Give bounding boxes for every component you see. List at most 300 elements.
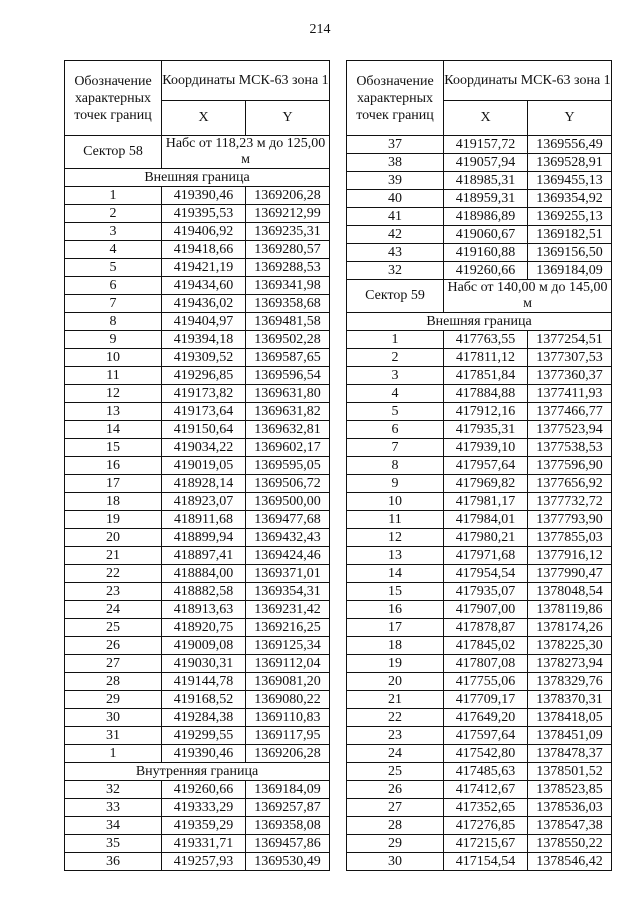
point-number: 1: [65, 745, 162, 763]
point-number: 8: [347, 457, 444, 475]
point-number: 25: [65, 619, 162, 637]
x-coordinate: 417215,67: [444, 835, 528, 853]
x-coordinate: 417845,02: [444, 637, 528, 655]
boundary-row: [347, 313, 612, 331]
table-row: [347, 817, 612, 835]
x-coordinate: 418985,31: [444, 172, 528, 190]
table-row: [347, 763, 612, 781]
table-row: [347, 637, 612, 655]
point-number: 24: [347, 745, 444, 763]
x-coordinate: 419060,67: [444, 226, 528, 244]
y-coordinate: 1369125,34: [246, 637, 330, 655]
x-coordinate: 419395,53: [162, 205, 246, 223]
y-coordinate: 1377254,51: [528, 331, 612, 349]
table-row: [65, 565, 330, 583]
x-coordinate: 419404,97: [162, 313, 246, 331]
table-row: [65, 637, 330, 655]
table-row: [347, 529, 612, 547]
point-number: 23: [65, 583, 162, 601]
table-row: [347, 439, 612, 457]
point-number: 29: [347, 835, 444, 853]
designation-header: Обозначение характерных точек границ: [65, 61, 162, 136]
point-number: 10: [65, 349, 162, 367]
point-number: 17: [65, 475, 162, 493]
y-coordinate: 1377793,90: [528, 511, 612, 529]
point-number: 7: [65, 295, 162, 313]
table-row: [65, 673, 330, 691]
y-coordinate: 1369481,58: [246, 313, 330, 331]
x-coordinate: 417811,12: [444, 349, 528, 367]
y-coordinate: 1378451,09: [528, 727, 612, 745]
x-coordinate: 418911,68: [162, 511, 246, 529]
y-coordinate: 1369631,80: [246, 385, 330, 403]
point-number: 20: [65, 529, 162, 547]
y-coordinate: 1377538,53: [528, 439, 612, 457]
x-coordinate: 417878,87: [444, 619, 528, 637]
y-coordinate: 1378418,05: [528, 709, 612, 727]
point-number: 1: [347, 331, 444, 349]
point-number: 41: [347, 208, 444, 226]
point-number: 17: [347, 619, 444, 637]
x-coordinate: 419299,55: [162, 727, 246, 745]
table-row: [65, 259, 330, 277]
x-coordinate: 417755,06: [444, 673, 528, 691]
point-number: 42: [347, 226, 444, 244]
point-number: 27: [347, 799, 444, 817]
point-number: 1: [65, 187, 162, 205]
point-number: 20: [347, 673, 444, 691]
y-coordinate: 1378273,94: [528, 655, 612, 673]
table-row: [347, 262, 612, 280]
point-number: 28: [347, 817, 444, 835]
table-row: [65, 853, 330, 871]
y-coordinate: 1377656,92: [528, 475, 612, 493]
table-row: [65, 709, 330, 727]
sector-row: [347, 280, 612, 313]
y-coordinate: 1369358,68: [246, 295, 330, 313]
point-number: 33: [65, 799, 162, 817]
y-coordinate: 1378048,54: [528, 583, 612, 601]
y-coordinate: 1378370,31: [528, 691, 612, 709]
y-coordinate: 1378225,30: [528, 637, 612, 655]
table-row: [65, 475, 330, 493]
y-coordinate: 1369184,09: [246, 781, 330, 799]
point-number: 5: [65, 259, 162, 277]
x-coordinate: 419160,88: [444, 244, 528, 262]
x-coordinate: 417935,07: [444, 583, 528, 601]
table-row: [347, 727, 612, 745]
point-number: 4: [347, 385, 444, 403]
x-coordinate: 417957,64: [444, 457, 528, 475]
point-number: 19: [347, 655, 444, 673]
x-coordinate: 419173,64: [162, 403, 246, 421]
x-coordinate: 418899,94: [162, 529, 246, 547]
table-row: [65, 349, 330, 367]
x-coordinate: 417954,54: [444, 565, 528, 583]
x-coordinate: 419034,22: [162, 439, 246, 457]
coords-header: Координаты МСК-63 зона 1: [444, 61, 612, 101]
y-coordinate: 1377523,94: [528, 421, 612, 439]
x-coordinate: 419168,52: [162, 691, 246, 709]
point-number: 6: [347, 421, 444, 439]
y-coordinate: 1369081,20: [246, 673, 330, 691]
table-row: [347, 136, 612, 154]
boundary-row: [65, 763, 330, 781]
x-coordinate: 419394,18: [162, 331, 246, 349]
point-number: 2: [65, 205, 162, 223]
y-coordinate: 1378501,52: [528, 763, 612, 781]
table-row: [65, 727, 330, 745]
y-coordinate: 1369231,42: [246, 601, 330, 619]
table-row: [65, 241, 330, 259]
point-number: 32: [347, 262, 444, 280]
y-coordinate: 1369216,25: [246, 619, 330, 637]
y-coordinate: 1369182,51: [528, 226, 612, 244]
table-row: [65, 745, 330, 763]
table-row: [65, 781, 330, 799]
sector-row: [65, 136, 330, 169]
x-coordinate: 417542,80: [444, 745, 528, 763]
x-coordinate: 417981,17: [444, 493, 528, 511]
point-number: 22: [347, 709, 444, 727]
table-row: [65, 385, 330, 403]
x-coordinate: 417971,68: [444, 547, 528, 565]
table-row: [347, 799, 612, 817]
y-coordinate: 1378174,26: [528, 619, 612, 637]
table-row: [65, 529, 330, 547]
x-coordinate: 417807,08: [444, 655, 528, 673]
table-row: [65, 277, 330, 295]
sector-label: Сектор 58: [65, 136, 162, 169]
point-number: 7: [347, 439, 444, 457]
y-coordinate: 1378547,38: [528, 817, 612, 835]
y-coordinate: 1369506,72: [246, 475, 330, 493]
point-number: 12: [347, 529, 444, 547]
x-coordinate: 419009,08: [162, 637, 246, 655]
x-coordinate: 417851,84: [444, 367, 528, 385]
point-number: 34: [65, 817, 162, 835]
table-row: [65, 403, 330, 421]
page-number: 214: [309, 22, 331, 37]
point-number: 14: [347, 565, 444, 583]
table-body-right: [347, 61, 612, 871]
table-row: [65, 583, 330, 601]
x-coordinate: 419436,02: [162, 295, 246, 313]
x-coordinate: 419390,46: [162, 745, 246, 763]
y-coordinate: 1369354,31: [246, 583, 330, 601]
table-row: [65, 799, 330, 817]
x-coordinate: 417939,10: [444, 439, 528, 457]
x-coordinate: 419150,64: [162, 421, 246, 439]
y-coordinate: 1369587,65: [246, 349, 330, 367]
y-coordinate: 1369500,00: [246, 493, 330, 511]
point-number: 13: [347, 547, 444, 565]
point-number: 23: [347, 727, 444, 745]
y-coordinate: 1369528,91: [528, 154, 612, 172]
table-row: [65, 187, 330, 205]
table-row: [347, 601, 612, 619]
y-coordinate: 1369257,87: [246, 799, 330, 817]
boundary-label: Внутренняя граница: [65, 763, 330, 781]
y-coordinate: 1377916,12: [528, 547, 612, 565]
table-row: [347, 619, 612, 637]
table-row: [65, 421, 330, 439]
x-coordinate: 419390,46: [162, 187, 246, 205]
table-row: [65, 817, 330, 835]
x-coordinate: 417649,20: [444, 709, 528, 727]
point-number: 18: [65, 493, 162, 511]
table-row: [347, 673, 612, 691]
table-row: [347, 493, 612, 511]
boundary-row: [65, 169, 330, 187]
x-coordinate: 417984,01: [444, 511, 528, 529]
table-row: [65, 601, 330, 619]
table-row: [347, 781, 612, 799]
y-coordinate: 1369288,53: [246, 259, 330, 277]
table-row: [347, 655, 612, 673]
table-row: [347, 349, 612, 367]
y-coordinate: 1369595,05: [246, 457, 330, 475]
x-coordinate: 418882,58: [162, 583, 246, 601]
table-row: [347, 709, 612, 727]
table-row: [347, 190, 612, 208]
point-number: 28: [65, 673, 162, 691]
y-coordinate: 1378478,37: [528, 745, 612, 763]
x-coordinate: 419309,52: [162, 349, 246, 367]
point-number: 29: [65, 691, 162, 709]
table-row: [347, 835, 612, 853]
x-coordinate: 418986,89: [444, 208, 528, 226]
point-number: 26: [65, 637, 162, 655]
point-number: 43: [347, 244, 444, 262]
x-coordinate: 419333,29: [162, 799, 246, 817]
y-coordinate: 1369502,28: [246, 331, 330, 349]
point-number: 22: [65, 565, 162, 583]
point-number: 11: [65, 367, 162, 385]
x-coordinate: 419019,05: [162, 457, 246, 475]
table-row: [65, 655, 330, 673]
x-coordinate: 417912,16: [444, 403, 528, 421]
point-number: 21: [347, 691, 444, 709]
x-coordinate: 419030,31: [162, 655, 246, 673]
table-row: [65, 511, 330, 529]
point-number: 19: [65, 511, 162, 529]
y-coordinate: 1369424,46: [246, 547, 330, 565]
x-coordinate: 417884,88: [444, 385, 528, 403]
y-coordinate: 1369530,49: [246, 853, 330, 871]
coordinates-table-right: [346, 60, 612, 871]
point-number: 3: [65, 223, 162, 241]
x-coordinate: 417276,85: [444, 817, 528, 835]
y-coordinate: 1369341,98: [246, 277, 330, 295]
y-coordinate: 1378536,03: [528, 799, 612, 817]
table-row: [347, 583, 612, 601]
table-row: [65, 457, 330, 475]
point-number: 30: [347, 853, 444, 871]
table-body-left: [65, 61, 330, 871]
table-row: [347, 475, 612, 493]
x-coordinate: 417907,00: [444, 601, 528, 619]
x-coordinate: 417980,21: [444, 529, 528, 547]
x-coordinate: 419257,93: [162, 853, 246, 871]
y-coordinate: 1369631,82: [246, 403, 330, 421]
x-header: X: [162, 101, 246, 136]
y-coordinate: 1378523,85: [528, 781, 612, 799]
x-coordinate: 419421,19: [162, 259, 246, 277]
x-coordinate: 417154,54: [444, 853, 528, 871]
table-row: [347, 853, 612, 871]
point-number: 9: [65, 331, 162, 349]
x-coordinate: 419434,60: [162, 277, 246, 295]
y-coordinate: 1369632,81: [246, 421, 330, 439]
x-coordinate: 419296,85: [162, 367, 246, 385]
y-coordinate: 1369477,68: [246, 511, 330, 529]
x-coordinate: 419144,78: [162, 673, 246, 691]
point-number: 11: [347, 511, 444, 529]
table-row: [347, 745, 612, 763]
table-row: [347, 226, 612, 244]
point-number: 24: [65, 601, 162, 619]
table-row: [65, 295, 330, 313]
x-coordinate: 419418,66: [162, 241, 246, 259]
y-coordinate: 1377307,53: [528, 349, 612, 367]
point-number: 32: [65, 781, 162, 799]
table-row: [65, 205, 330, 223]
y-header: Y: [246, 101, 330, 136]
point-number: 35: [65, 835, 162, 853]
x-coordinate: 417709,17: [444, 691, 528, 709]
point-number: 13: [65, 403, 162, 421]
x-coordinate: 418897,41: [162, 547, 246, 565]
designation-header: Обозначение характерных точек границ: [347, 61, 444, 136]
y-coordinate: 1369117,95: [246, 727, 330, 745]
coords-header: Координаты МСК-63 зона 1: [162, 61, 330, 101]
point-number: 40: [347, 190, 444, 208]
point-number: 37: [347, 136, 444, 154]
y-coordinate: 1369110,83: [246, 709, 330, 727]
point-number: 38: [347, 154, 444, 172]
table-row: [65, 619, 330, 637]
y-coordinate: 1377990,47: [528, 565, 612, 583]
point-number: 18: [347, 637, 444, 655]
y-header: Y: [528, 101, 612, 136]
x-coordinate: 417763,55: [444, 331, 528, 349]
y-coordinate: 1377596,90: [528, 457, 612, 475]
y-coordinate: 1378119,86: [528, 601, 612, 619]
y-coordinate: 1369432,43: [246, 529, 330, 547]
point-number: 3: [347, 367, 444, 385]
sector-height-range: Набс от 118,23 м до 125,00 м: [162, 136, 330, 169]
y-coordinate: 1369184,09: [528, 262, 612, 280]
y-coordinate: 1377360,37: [528, 367, 612, 385]
x-coordinate: 418959,31: [444, 190, 528, 208]
point-number: 31: [65, 727, 162, 745]
table-row: [65, 493, 330, 511]
x-coordinate: 419057,94: [444, 154, 528, 172]
y-coordinate: 1369212,99: [246, 205, 330, 223]
x-coordinate: 419260,66: [444, 262, 528, 280]
y-coordinate: 1369156,50: [528, 244, 612, 262]
y-coordinate: 1369354,92: [528, 190, 612, 208]
y-coordinate: 1369358,08: [246, 817, 330, 835]
table-row: [347, 511, 612, 529]
point-number: 15: [347, 583, 444, 601]
y-coordinate: 1369455,13: [528, 172, 612, 190]
point-number: 6: [65, 277, 162, 295]
y-coordinate: 1369080,22: [246, 691, 330, 709]
point-number: 16: [347, 601, 444, 619]
y-coordinate: 1369255,13: [528, 208, 612, 226]
point-number: 9: [347, 475, 444, 493]
table-header-row: [65, 61, 330, 101]
point-number: 4: [65, 241, 162, 259]
table-row: [347, 331, 612, 349]
x-coordinate: 418913,63: [162, 601, 246, 619]
x-header: X: [444, 101, 528, 136]
table-row: [347, 457, 612, 475]
table-row: [65, 223, 330, 241]
table-row: [347, 565, 612, 583]
table-row: [347, 172, 612, 190]
table-row: [347, 421, 612, 439]
table-row: [347, 385, 612, 403]
table-row: [65, 835, 330, 853]
x-coordinate: 419173,82: [162, 385, 246, 403]
point-number: 14: [65, 421, 162, 439]
table-row: [65, 367, 330, 385]
table-row: [347, 208, 612, 226]
x-coordinate: 417935,31: [444, 421, 528, 439]
x-coordinate: 419359,29: [162, 817, 246, 835]
y-coordinate: 1369235,31: [246, 223, 330, 241]
point-number: 30: [65, 709, 162, 727]
x-coordinate: 419331,71: [162, 835, 246, 853]
x-coordinate: 418923,07: [162, 493, 246, 511]
table-row: [65, 313, 330, 331]
y-coordinate: 1369556,49: [528, 136, 612, 154]
point-number: 10: [347, 493, 444, 511]
x-coordinate: 417969,82: [444, 475, 528, 493]
y-coordinate: 1369596,54: [246, 367, 330, 385]
y-coordinate: 1369457,86: [246, 835, 330, 853]
table-row: [347, 154, 612, 172]
sector-height-range: Набс от 140,00 м до 145,00 м: [444, 280, 612, 313]
point-number: 25: [347, 763, 444, 781]
x-coordinate: 419406,92: [162, 223, 246, 241]
x-coordinate: 418884,00: [162, 565, 246, 583]
y-coordinate: 1378546,42: [528, 853, 612, 871]
y-coordinate: 1378329,76: [528, 673, 612, 691]
point-number: 8: [65, 313, 162, 331]
coordinates-table-left: [64, 60, 330, 871]
point-number: 15: [65, 439, 162, 457]
x-coordinate: 419260,66: [162, 781, 246, 799]
x-coordinate: 417485,63: [444, 763, 528, 781]
table-row: [347, 691, 612, 709]
y-coordinate: 1369602,17: [246, 439, 330, 457]
y-coordinate: 1377411,93: [528, 385, 612, 403]
y-coordinate: 1369206,28: [246, 745, 330, 763]
x-coordinate: 417597,64: [444, 727, 528, 745]
sector-label: Сектор 59: [347, 280, 444, 313]
y-coordinate: 1377855,03: [528, 529, 612, 547]
table-header-row: [347, 61, 612, 101]
table-row: [65, 439, 330, 457]
boundary-label: Внешняя граница: [347, 313, 612, 331]
point-number: 16: [65, 457, 162, 475]
x-coordinate: 418920,75: [162, 619, 246, 637]
y-coordinate: 1369206,28: [246, 187, 330, 205]
